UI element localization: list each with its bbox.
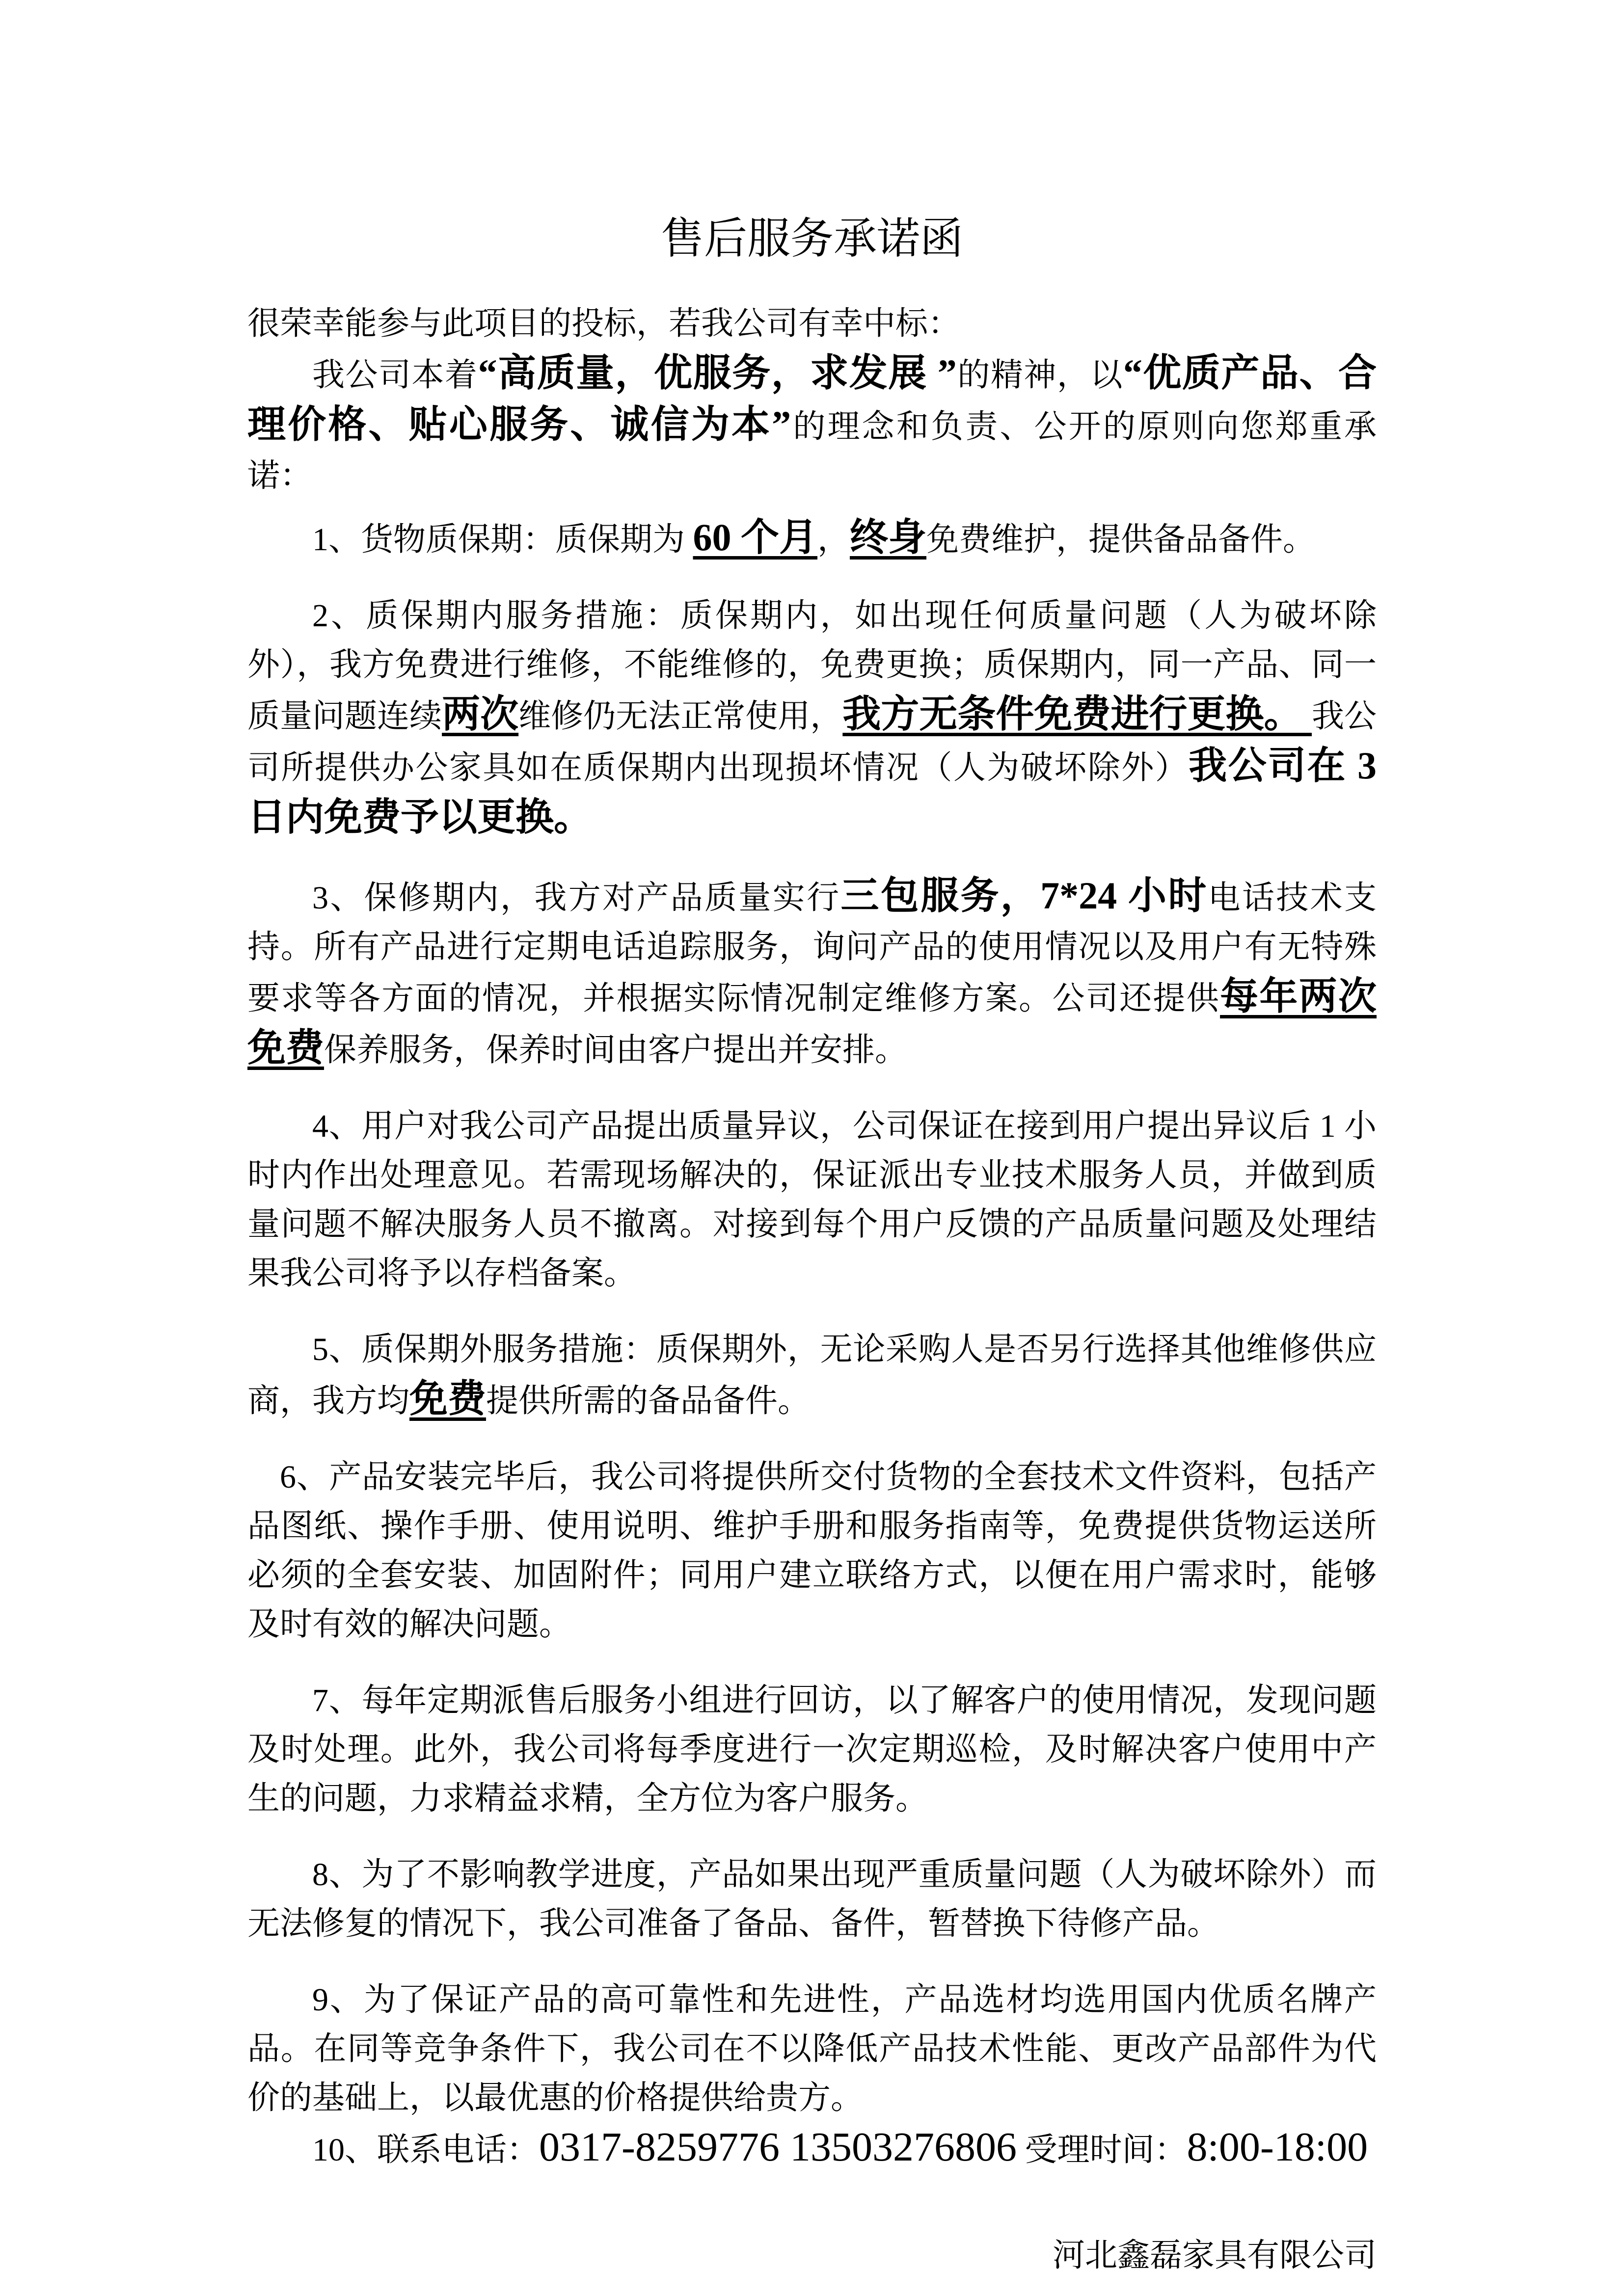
text-segment: 三包服务，7*24 小时 xyxy=(840,874,1208,917)
clause-10 xyxy=(247,2123,1377,2175)
text-segment: 10、联系电话： xyxy=(312,2132,539,2168)
text-segment: 2、质保期内服务措施：质保期内，如出现任何质量问题（人为破坏除外），我方免费进行维修，不能维修的，免费更换；质保期内，同一产品、同一质量问题连续 xyxy=(247,598,1377,734)
text-segment: 免费维护，提供备品备件。 xyxy=(926,522,1316,558)
text-segment: 8:00-18:00 xyxy=(1187,2124,1368,2170)
paragraph-principle xyxy=(247,348,1377,501)
paragraph-intro xyxy=(247,299,1377,348)
clause-1 xyxy=(247,513,1377,564)
text-segment: 保养服务，保养时间由客户提出并安排。 xyxy=(324,1032,908,1068)
clause-9 xyxy=(247,1976,1377,2123)
clause-8 xyxy=(247,1850,1377,1949)
text-segment: “高质量，优服务，求发展 ” xyxy=(478,351,957,394)
text-segment: ， xyxy=(817,522,850,558)
text-segment: 的精神，以 xyxy=(956,357,1123,393)
text-segment: 电话技术支持。所有产品进行定期电话追踪服务，询问产品的使用情况以及用户有无特殊要求等各方面的情况，并根据实际情况制定维修方案。公司还提供 xyxy=(247,880,1377,1016)
text-segment: 3、保修期内，我方对产品质量实行 xyxy=(312,880,841,916)
clause-2 xyxy=(247,591,1377,844)
clause-4 xyxy=(247,1102,1377,1298)
text-segment: “优质产品、合理价格、贴心服务、诚信为本” xyxy=(247,351,1377,446)
text-segment: 9、为了保证产品的高可靠性和先进性，产品选材均选用国内优质名牌产品。在同等竞争条件下，我公司在不以降低产品技术性能、更改产品部件为代价的基础上，以最优惠的价格提供给贵方。 xyxy=(247,1982,1377,2116)
text-segment: 4、用户对我公司产品提出质量异议，公司保证在接到用户提出异议后 1 小时内作出处理意见。若需现场解决的，保证派出专业技术服务人员，并做到质量问题不解决服务人员不撤离。对接到每个用户反馈的产品质量问题及处理结果我公司将予以存档备案。 xyxy=(247,1108,1377,1291)
text-segment: 每年两次免费 xyxy=(247,975,1377,1069)
text-segment: 终身 xyxy=(850,516,927,559)
clause-7 xyxy=(247,1676,1377,1823)
text-segment: 两次 xyxy=(442,693,519,735)
clause-5 xyxy=(247,1325,1377,1426)
text-segment: 5、质保期外服务措施：质保期外，无论采购人是否另行选择其他维修供应商，我方均 xyxy=(247,1332,1377,1419)
text-segment: 我方无条件免费进行更换。 xyxy=(842,693,1312,735)
text-segment: 7、每年定期派售后服务小组进行回访，以了解客户的使用情况，发现问题及时处理。此外，我公司将每季度进行一次定期巡检，及时解决客户使用中产生的问题，力求精益求精，全方位为客户服务。 xyxy=(247,1682,1377,1816)
text-segment: 6、产品安装完毕后，我公司将提供所交付货物的全套技术文件资料，包括产品图纸、操作手册、使用说明、维护手册和服务指南等，免费提供货物运送所必须的全套安装、加固附件；同用户建立联络方式，以便在用户需求时，能够及时有效的解决问题。 xyxy=(247,1459,1377,1642)
text-segment: 受理时间： xyxy=(1016,2132,1187,2168)
text-segment: 我公司所提供办公家具如在质保期内出现损坏情况（人为破坏除外） xyxy=(247,698,1377,786)
company-signature: 河北鑫磊家具有限公司 xyxy=(1053,2238,1377,2273)
text-segment: 1、货物质保期：质保期为 xyxy=(312,522,693,558)
text-segment: 提供所需的备品备件。 xyxy=(486,1383,811,1419)
text-segment: 8、为了不影响教学进度，产品如果出现严重质量问题（人为破坏除外）而无法修复的情况下，我公司准备了备品、备件，暂替换下待修产品。 xyxy=(247,1857,1377,1942)
clause-6 xyxy=(247,1453,1377,1649)
clause-3 xyxy=(247,871,1377,1075)
text-segment: 的理念和负责、公开的原则向您郑重承诺： xyxy=(247,409,1377,494)
text-segment: 我公司本着 xyxy=(312,357,478,393)
document-title: 售后服务承诺函 xyxy=(660,215,963,263)
text-segment: 我公司在 3 日内免费予以更换。 xyxy=(247,744,1377,838)
text-segment: 免费 xyxy=(409,1377,487,1420)
text-segment: 维修仍无法正常使用， xyxy=(518,698,843,734)
text-segment: 60 个月 xyxy=(693,516,818,559)
text-segment: 很荣幸能参与此项目的投标，若我公司有幸中标： xyxy=(247,306,960,342)
text-segment: 0317-8259776 13503276806 xyxy=(539,2124,1017,2170)
